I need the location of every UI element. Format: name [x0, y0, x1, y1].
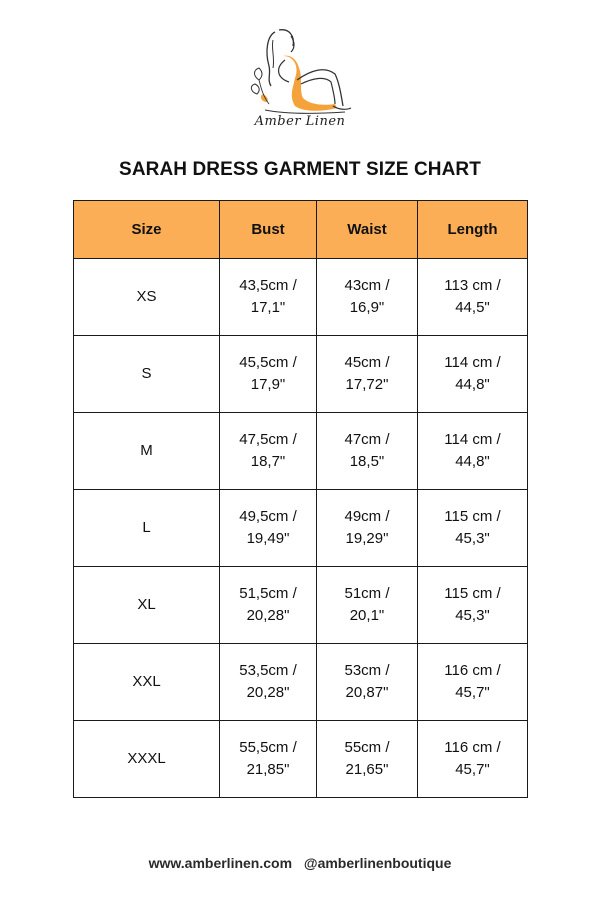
length-value: 114 cm / 44,8" [444, 354, 501, 393]
waist-value: 49cm / 19,29" [344, 508, 390, 547]
size-label: XXXL [127, 750, 166, 767]
waist-cell [317, 413, 418, 490]
brand-name: Amber Linen [254, 114, 346, 129]
length-value: 116 cm / 45,7" [444, 739, 501, 778]
bust-cell [220, 490, 317, 567]
size-label: XS [136, 288, 157, 305]
length-value: 113 cm / 44,5" [444, 277, 501, 316]
length-value: 115 cm / 45,3" [444, 508, 501, 547]
table-row [74, 413, 528, 490]
waist-value: 51cm / 20,1" [344, 585, 390, 624]
waist-cell [317, 259, 418, 336]
bust-cell [220, 567, 317, 644]
size-label: S [141, 365, 152, 382]
waist-value: 55cm / 21,65" [344, 739, 390, 778]
size-cell [74, 567, 220, 644]
size-label: L [142, 519, 151, 536]
length-value: 116 cm / 45,7" [444, 662, 501, 701]
table-row [74, 336, 528, 413]
size-label: M [140, 442, 153, 459]
waist-value: 53cm / 20,87" [344, 662, 390, 701]
size-cell [74, 644, 220, 721]
waist-value: 47cm / 18,5" [344, 431, 390, 470]
size-cell [74, 336, 220, 413]
waist-cell [317, 490, 418, 567]
bust-value: 51,5cm / 20,28" [239, 585, 297, 624]
size-label: XL [137, 596, 156, 613]
bust-value: 47,5cm / 18,7" [239, 431, 297, 470]
column-header-bust: Bust [220, 201, 317, 259]
length-cell [418, 336, 528, 413]
bust-value: 53,5cm / 20,28" [239, 662, 297, 701]
seated-woman-illustration-icon [245, 22, 355, 117]
page-title: SARAH DRESS GARMENT SIZE CHART [119, 159, 481, 180]
waist-value: 43cm / 16,9" [344, 277, 390, 316]
size-label: XXL [132, 673, 161, 690]
column-header-length: Length [418, 201, 528, 259]
bust-cell [220, 413, 317, 490]
length-value: 114 cm / 44,8" [444, 431, 501, 470]
bust-cell [220, 336, 317, 413]
column-header-waist: Waist [317, 201, 418, 259]
waist-cell [317, 567, 418, 644]
length-value: 115 cm / 45,3" [444, 585, 501, 624]
waist-cell [317, 644, 418, 721]
waist-cell [317, 336, 418, 413]
table-header-row [74, 201, 528, 259]
website-link[interactable]: www.amberlinen.com [148, 855, 293, 871]
social-handle-link[interactable]: @amberlinenboutique [303, 855, 452, 871]
bust-cell [220, 259, 317, 336]
waist-value: 45cm / 17,72" [344, 354, 390, 393]
length-cell [418, 413, 528, 490]
bust-value: 43,5cm / 17,1" [239, 277, 297, 316]
length-cell [418, 259, 528, 336]
length-cell [418, 490, 528, 567]
bust-value: 55,5cm / 21,85" [239, 739, 297, 778]
bust-cell [220, 721, 317, 798]
table-row [74, 721, 528, 798]
table-row [74, 490, 528, 567]
table-row [74, 567, 528, 644]
length-cell [418, 644, 528, 721]
footer-contact [0, 855, 600, 871]
bust-value: 45,5cm / 17,9" [239, 354, 297, 393]
bust-cell [220, 644, 317, 721]
bust-value: 49,5cm / 19,49" [239, 508, 297, 547]
size-chart-table [73, 200, 528, 798]
table-row [74, 259, 528, 336]
size-cell [74, 721, 220, 798]
length-cell [418, 721, 528, 798]
size-cell [74, 490, 220, 567]
table-row [74, 644, 528, 721]
column-header-size: Size [74, 201, 220, 259]
length-cell [418, 567, 528, 644]
size-cell [74, 259, 220, 336]
size-cell [74, 413, 220, 490]
waist-cell [317, 721, 418, 798]
